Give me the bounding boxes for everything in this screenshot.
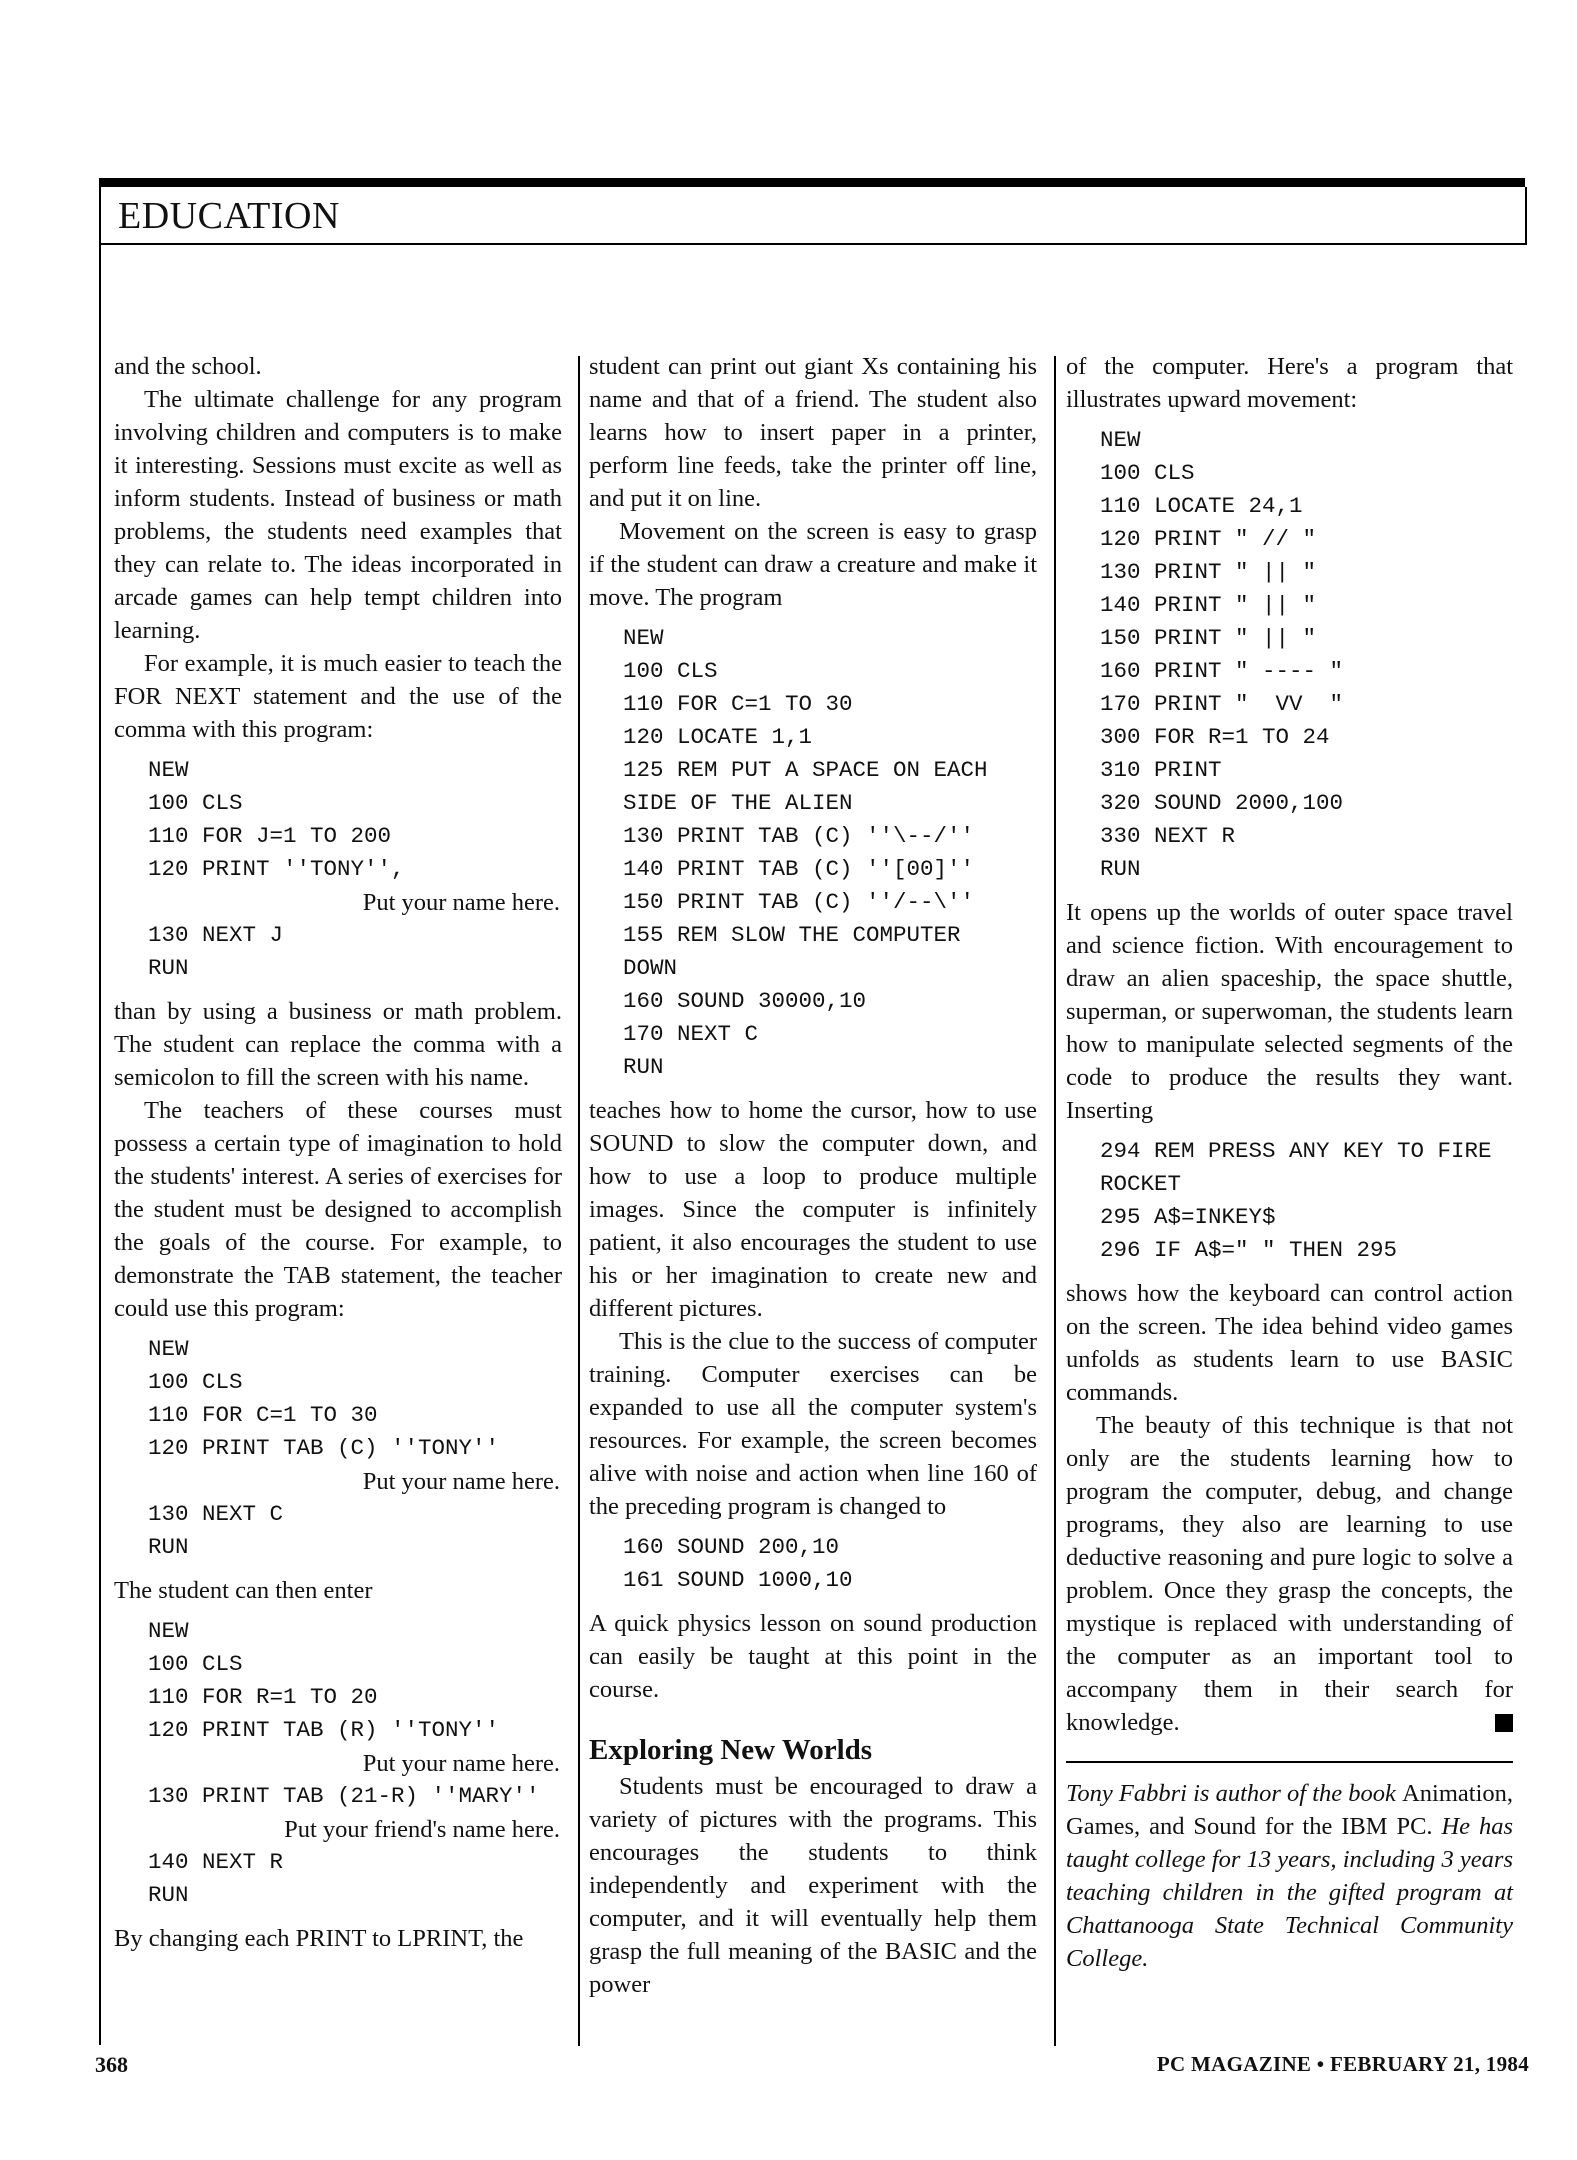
- code-annotation: Put your name here.: [362, 1468, 560, 1495]
- paragraph: Students must be encouraged to draw a variety of pictures with the programs. This encourages the students to think independently and experiment with the computer, and it will eventually help them grasp the full meaning of the BASIC and the power: [589, 1773, 1037, 1998]
- author-bio: [1066, 1777, 1513, 1975]
- code-listing-3: [114, 1615, 562, 1912]
- paragraph: This is the clue to the success of computer training. Computer exercises can be expanded to use all the computer system's resources. For example, the screen becomes alive with noise and action when line 160 of the preceding program is changed to: [589, 1328, 1037, 1520]
- code-annotation: Put your name here.: [362, 1750, 560, 1777]
- code-annotation: Put your name here.: [362, 889, 560, 916]
- code-listing-1: [114, 754, 562, 985]
- section-header: [99, 187, 1527, 245]
- paragraph: It opens up the worlds of outer space travel and science fiction. With encouragement to draw an alien spaceship, the space shuttle, superman, or superwoman, the students learn how to manipulate selected segments of the code to produce the results they want. Inserting: [1066, 899, 1513, 1124]
- end-mark-icon: [1495, 1714, 1513, 1732]
- code-listing-4: NEW 100 CLS 110 FOR C=1 TO 30 120 LOCATE 1,1 125 REM PUT A SPACE ON EACH SIDE OF THE ALIEN 130 PRINT TAB (C) ''\--/'' 140 PRINT TAB (C) ''[00]'' 150 PRINT TAB (C) ''/--\'' 155 REM SLOW THE COMPUTER DOWN 160 SOUND 30000,10 170 NEXT C RUN: [623, 625, 988, 1080]
- section-title: EDUCATION: [118, 195, 340, 237]
- paragraph: shows how the keyboard can control action on the screen. The idea behind video games unfolds as students learn to use BASIC commands.: [1066, 1280, 1513, 1406]
- page-number: 368: [95, 2052, 128, 2077]
- code-lines: 140 NEXT R RUN: [148, 1849, 284, 1908]
- frame-left-rule: [99, 243, 101, 2045]
- bio-text: He has taught college for 13 years, including 3 years teaching children in the gifted program at Chattanooga State Technical Community College.: [1066, 1813, 1513, 1972]
- paragraph: and the school.: [114, 353, 262, 380]
- code-listing-2: [114, 1333, 562, 1564]
- column-2: [589, 350, 1037, 2001]
- paragraph-text: The beauty of this technique is that not only are the students learning how to program the computer, debug, and change programs, they also are learning to use deductive reasoning and pure logic to solve a problem. Once they grasp the concepts, the mystique is replaced with understanding of the computer as an important tool to accompany them in their search for knowledge.: [1066, 1412, 1513, 1736]
- paragraph: The teachers of these courses must possess a certain type of imagination to hold the students' interest. A series of exercises for the student must be designed to accomplish the goals of the course. For example, to demonstrate the TAB statement, the teacher could use this program:: [114, 1097, 562, 1322]
- paragraph: A quick physics lesson on sound production can easily be taught at this point in the course.: [589, 1610, 1037, 1703]
- column-rule-1: [578, 356, 580, 2046]
- code-lines: 130 NEXT C RUN: [148, 1501, 284, 1560]
- code-listing-5: 160 SOUND 200,10 161 SOUND 1000,10: [623, 1534, 853, 1593]
- code-lines: NEW 100 CLS 110 FOR C=1 TO 30 120 PRINT TAB (C) ''TONY'': [148, 1336, 500, 1461]
- code-listing-6: NEW 100 CLS 110 LOCATE 24,1 120 PRINT " // " 130 PRINT " || " 140 PRINT " || " 150 PRINT " || " 160 PRINT " ---- " 170 PRINT " VV " 300 FOR R=1 TO 24 310 PRINT 320 SOUND 2000,100 330 NEXT R RUN: [1100, 427, 1344, 882]
- paragraph: teaches how to home the cursor, how to use SOUND to slow the computer down, and how to use a loop to produce multiple images. Since the computer is infinitely patient, it also encourages the student to use his or her imagination to create new and different pictures.: [589, 1097, 1037, 1322]
- code-listing-7: 294 REM PRESS ANY KEY TO FIRE ROCKET 295 A$=INKEY$ 296 IF A$=" " THEN 295: [1100, 1138, 1492, 1263]
- header-rule: [99, 178, 1525, 187]
- bio-rule: [1066, 1761, 1513, 1763]
- column-3: [1066, 350, 1513, 1975]
- bio-text: Tony Fabbri is author of the book: [1066, 1780, 1396, 1807]
- column-1: [114, 350, 562, 1955]
- paragraph: than by using a business or math problem. The student can replace the comma with a semicolon to fill the screen with his name.: [114, 998, 562, 1091]
- bio-book-title: Animation, Games, and Sound for the IBM PC.: [1066, 1780, 1513, 1840]
- code-lines: NEW 100 CLS 110 FOR J=1 TO 200 120 PRINT ''TONY'',: [148, 757, 405, 882]
- code-lines: 130 NEXT J RUN: [148, 922, 284, 981]
- code-lines: 130 PRINT TAB (21-R) ''MARY'': [148, 1783, 540, 1809]
- paragraph: The student can then enter: [114, 1577, 373, 1604]
- paragraph: student can print out giant Xs containing his name and that of a friend. The student also learns how to insert paper in a printer, perform line feeds, take the printer off line, and put it on line.: [589, 353, 1037, 512]
- subheading: Exploring New Worlds: [589, 1734, 873, 1766]
- paragraph-final: [1066, 1409, 1513, 1739]
- paragraph: For example, it is much easier to teach the FOR NEXT statement and the use of the comma with this program:: [114, 650, 562, 743]
- column-rule-2: [1054, 356, 1056, 2046]
- publication-footer: PC MAGAZINE • FEBRUARY 21, 1984: [1156, 2052, 1529, 2076]
- paragraph: of the computer. Here's a program that illustrates upward movement:: [1066, 353, 1513, 413]
- paragraph: The ultimate challenge for any program involving children and computers is to make it interesting. Sessions must excite as well as inform students. Instead of business or math problems, the students need examples that they can relate to. The ideas incorporated in arcade games can help tempt children into learning.: [114, 386, 562, 644]
- paragraph: Movement on the screen is easy to grasp if the student can draw a creature and make it move. The program: [589, 518, 1037, 611]
- code-annotation: Put your friend's name here.: [284, 1816, 560, 1843]
- code-lines: NEW 100 CLS 110 FOR R=1 TO 20 120 PRINT TAB (R) ''TONY'': [148, 1618, 500, 1743]
- paragraph: By changing each PRINT to LPRINT, the: [114, 1925, 524, 1952]
